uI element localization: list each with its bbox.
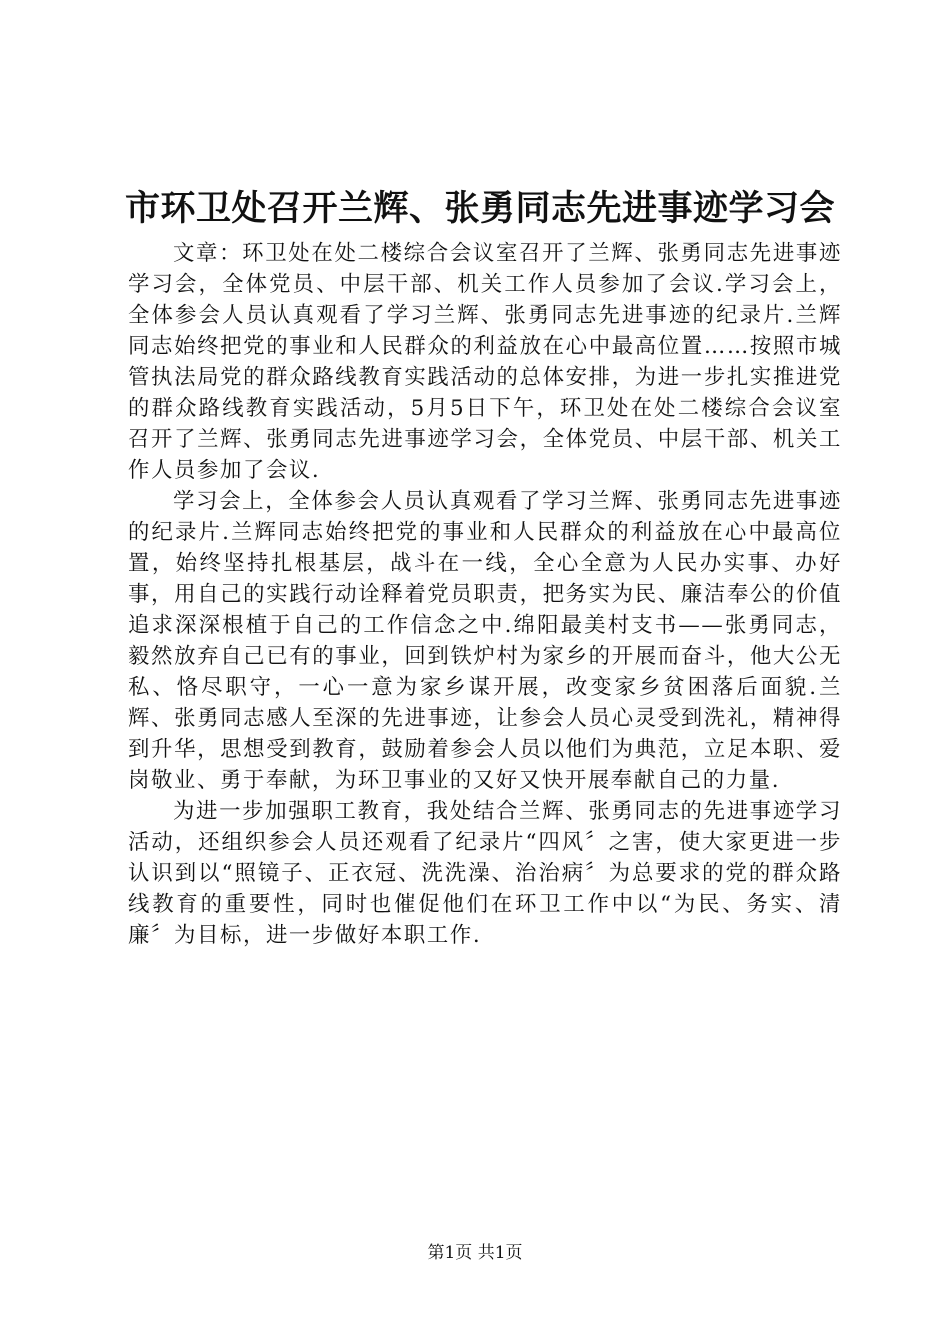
paragraph-1: 文章：环卫处在处二楼综合会议室召开了兰辉、张勇同志先进事迹学习会，全体党员、中层干部、机关工作人员参加了会议.学习会上，全体参会人员认真观看了学习兰辉、张勇同志先进事迹的纪录片.兰辉同志始终把党的事业和人民群众的利益放在心中最高位置……按照市城管执法局党的群众路线教育实践活动的总体安排，为进一步扎实推进党的群众路线教育实践活动，5月5日下午，环卫处在处二楼综合会议室召开了兰辉、张勇同志先进事迹学习会，全体党员、中层干部、机关工作人员参加了会议. bbox=[128, 241, 842, 483]
paragraph-2: 学习会上，全体参会人员认真观看了学习兰辉、张勇同志先进事迹的纪录片.兰辉同志始终把党的事业和人民群众的利益放在心中最高位置，始终坚持扎根基层，战斗在一线，全心全意为人民办实事、办好事，用自己的实践行动诠释着党员职责，把务实为民、廉洁奉公的价值追求深深根植于自己的工作信念之中.绵阳最美村支书——张勇同志，毅然放弃自己已有的事业，回到铁炉村为家乡的开展而奋斗，他大公无私、恪尽职守，一心一意为家乡谋开展，改变家乡贫困落后面貌.兰辉、张勇同志感人至深的先进事迹，让参会人员心灵受到洗礼，精神得到升华，思想受到教育，鼓励着参会人员以他们为典范，立足本职、爱岗敬业、勇于奉献，为环卫事业的又好又快开展奉献自己的力量. bbox=[128, 489, 842, 793]
document-body bbox=[128, 238, 842, 951]
document-title: 市环卫处召开兰辉、张勇同志先进事迹学习会 bbox=[124, 188, 835, 229]
page-number-footer: 第1页 共1页 bbox=[427, 1243, 523, 1263]
paragraph-3: 为进一步加强职工教育，我处结合兰辉、张勇同志的先进事迹学习活动，还组织参会人员还观看了纪录片“四风〞之害，使大家更进一步认识到以“照镜子、正衣冠、洗洗澡、治治病〞为总要求的党的群众路线教育的重要性，同时也催促他们在环卫工作中以“为民、务实、清廉〞为目标，进一步做好本职工作. bbox=[128, 799, 842, 948]
